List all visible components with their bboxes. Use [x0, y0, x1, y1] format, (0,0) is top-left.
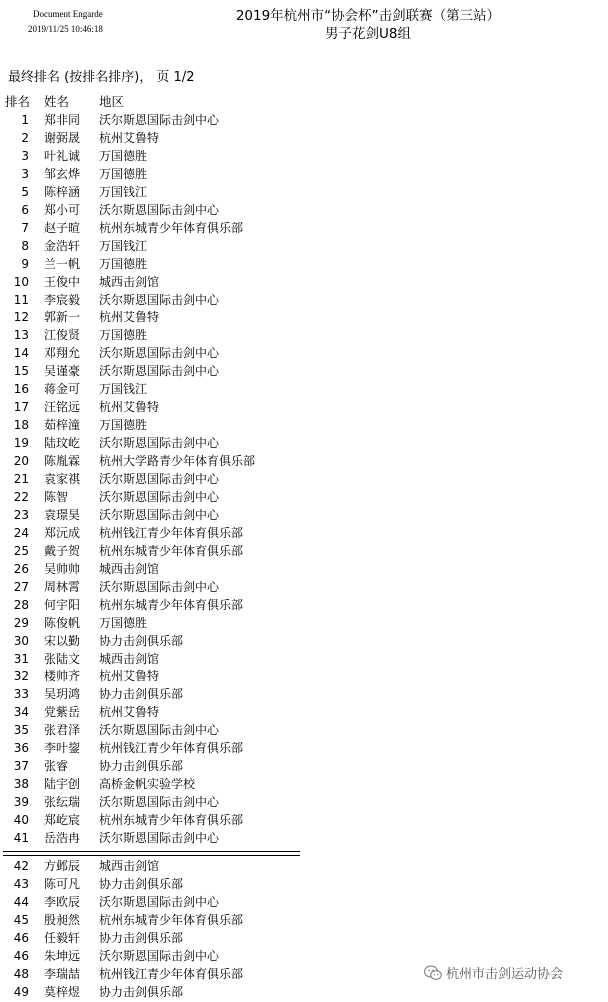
region-cell: 杭州艾鲁特	[99, 310, 160, 325]
table-row	[0, 875, 608, 893]
region-cell: 杭州钱江青少年体育俱乐部	[99, 525, 244, 540]
name-cell: 戴子贺	[44, 543, 81, 558]
region-cell: 沃尔斯恩国际击剑中心	[99, 723, 220, 738]
region-cell: 沃尔斯恩国际击剑中心	[99, 949, 220, 963]
name-cell: 宋以勤	[44, 633, 81, 648]
region-cell: 沃尔斯恩国际击剑中心	[99, 436, 220, 451]
table-divider	[3, 851, 300, 852]
region-cell: 万国钱江	[99, 184, 148, 199]
name-cell: 陆玟屹	[44, 436, 81, 451]
table-divider	[3, 855, 300, 856]
name-cell: 金浩轩	[44, 238, 81, 253]
rank-cell: 25	[13, 543, 29, 558]
watermark-text: 杭州市击剑运动协会	[446, 967, 564, 982]
name-cell: 周林霄	[44, 579, 81, 594]
region-cell: 万国德胜	[99, 615, 148, 630]
region-cell: 杭州东城青少年体育俱乐部	[99, 913, 244, 927]
rank-cell: 5	[21, 184, 29, 199]
rank-cell: 37	[13, 759, 29, 774]
region-cell: 城西击剑馆	[99, 859, 160, 873]
name-cell: 张君泽	[44, 723, 81, 738]
table-row	[0, 739, 608, 757]
rank-cell: 8	[21, 238, 29, 253]
name-cell: 兰一帆	[44, 256, 81, 271]
name-cell: 莫梓煜	[44, 985, 81, 999]
rank-cell: 3	[21, 148, 29, 163]
name-cell: 张陆文	[44, 651, 81, 666]
rank-cell: 46	[13, 931, 29, 945]
region-cell: 杭州东城青少年体育俱乐部	[99, 597, 244, 612]
rank-cell: 48	[13, 967, 29, 981]
name-cell: 谢弼晟	[44, 130, 81, 145]
rank-cell: 44	[13, 895, 29, 909]
region-cell: 城西击剑馆	[99, 561, 160, 576]
table-row	[0, 829, 608, 847]
wechat-icon	[424, 965, 442, 981]
table-row	[0, 614, 608, 632]
rank-cell: 38	[13, 777, 29, 792]
rank-cell: 24	[13, 525, 29, 540]
rank-cell: 12	[13, 310, 29, 325]
region-cell: 万国德胜	[99, 418, 148, 433]
table-row	[0, 326, 608, 344]
table-row	[0, 452, 608, 470]
category-title: 男子花剑U8组	[325, 26, 411, 42]
region-cell: 沃尔斯恩国际击剑中心	[99, 113, 220, 127]
name-cell: 朱坤远	[44, 949, 81, 963]
rank-cell: 9	[21, 256, 29, 271]
rank-cell: 45	[13, 913, 29, 927]
name-cell: 李瑞喆	[44, 967, 81, 981]
name-cell: 党紫岳	[44, 705, 81, 720]
table-row	[0, 255, 608, 273]
column-header-region: 地区	[99, 94, 125, 109]
table-row	[0, 398, 608, 416]
table-row	[0, 416, 608, 434]
region-cell: 杭州大学路青少年体育俱乐部	[99, 454, 256, 469]
section-title: 最终排名 (按排名排序)， 页 1/2	[8, 70, 195, 85]
region-cell: 沃尔斯恩国际击剑中心	[99, 795, 220, 810]
table-row	[0, 893, 608, 911]
name-cell: 张纭瑞	[44, 795, 81, 810]
region-cell: 沃尔斯恩国际击剑中心	[99, 472, 220, 486]
table-row	[0, 147, 608, 165]
name-cell: 蒋金可	[44, 382, 81, 397]
region-cell: 万国钱江	[99, 238, 148, 253]
table-row	[0, 703, 608, 721]
rank-cell: 40	[13, 813, 29, 828]
rank-cell: 16	[13, 382, 29, 397]
table-row	[0, 757, 608, 775]
name-cell: 吴谨豪	[44, 364, 81, 379]
table-row	[0, 811, 608, 829]
table-row	[0, 596, 608, 614]
region-cell: 杭州东城青少年体育俱乐部	[99, 813, 244, 828]
table-row	[0, 911, 608, 929]
name-cell: 任毅轩	[44, 931, 81, 945]
region-cell: 沃尔斯恩国际击剑中心	[99, 346, 220, 361]
rank-cell: 29	[13, 615, 29, 630]
region-cell: 沃尔斯恩国际击剑中心	[99, 507, 220, 522]
region-cell: 城西击剑馆	[99, 274, 160, 289]
rank-cell: 49	[13, 985, 29, 999]
region-cell: 沃尔斯恩国际击剑中心	[99, 489, 220, 504]
rank-cell: 1	[21, 113, 29, 127]
name-cell: 邓翔允	[44, 346, 81, 361]
table-row	[0, 929, 608, 947]
table-row	[0, 983, 608, 1001]
table-row	[0, 488, 608, 506]
table-row	[0, 542, 608, 560]
region-cell: 协力击剑俱乐部	[99, 985, 184, 999]
name-cell: 陆宇创	[44, 777, 81, 792]
name-cell: 叶礼诚	[44, 148, 81, 163]
region-cell: 杭州东城青少年体育俱乐部	[99, 220, 244, 235]
name-cell: 袁璟昊	[44, 507, 81, 522]
region-cell: 协力击剑俱乐部	[99, 931, 184, 945]
table-row	[0, 237, 608, 255]
region-cell: 城西击剑馆	[99, 651, 160, 666]
rank-cell: 17	[13, 400, 29, 415]
region-cell: 杭州艾鲁特	[99, 130, 160, 145]
name-cell: 张睿	[44, 759, 69, 774]
name-cell: 茹梓潼	[44, 418, 81, 433]
name-cell: 陈胤霖	[44, 454, 81, 469]
rank-cell: 20	[13, 454, 29, 469]
name-cell: 楼帅齐	[44, 669, 81, 684]
region-cell: 协力击剑俱乐部	[99, 633, 184, 648]
table-row	[0, 111, 608, 129]
rank-cell: 31	[13, 651, 29, 666]
name-cell: 袁家祺	[44, 472, 81, 486]
table-row	[0, 219, 608, 237]
rank-cell: 19	[13, 436, 29, 451]
name-cell: 吴玥鸿	[44, 687, 81, 702]
name-cell: 殷昶然	[44, 913, 81, 927]
name-cell: 李宸毅	[44, 292, 81, 307]
rank-cell: 26	[13, 561, 29, 576]
rank-cell: 2	[21, 130, 29, 145]
region-cell: 万国德胜	[99, 256, 148, 271]
watermark	[424, 963, 563, 982]
table-row	[0, 721, 608, 739]
name-cell: 陈梓涵	[44, 184, 81, 199]
table-row	[0, 667, 608, 685]
name-cell: 郑小可	[44, 202, 81, 217]
rank-cell: 46	[13, 949, 29, 963]
table-row	[0, 857, 608, 875]
name-cell: 江俊贤	[44, 328, 81, 343]
name-cell: 郑屹宸	[44, 813, 81, 828]
rank-cell: 7	[21, 220, 29, 235]
table-row	[0, 380, 608, 398]
name-cell: 郑沅成	[44, 525, 81, 540]
column-header-rank: 排名	[5, 94, 31, 109]
rank-cell: 15	[13, 364, 29, 379]
region-cell: 万国德胜	[99, 166, 148, 181]
table-row	[0, 362, 608, 380]
region-cell: 沃尔斯恩国际击剑中心	[99, 202, 220, 217]
name-cell: 陈俊帆	[44, 615, 81, 630]
name-cell: 何宇阳	[44, 597, 81, 612]
rank-cell: 32	[13, 669, 29, 684]
software-name: Document Engarde	[33, 9, 103, 19]
table-row	[0, 685, 608, 703]
name-cell: 吴帅帅	[44, 561, 81, 576]
region-cell: 万国钱江	[99, 382, 148, 397]
rank-cell: 30	[13, 633, 29, 648]
rank-cell: 33	[13, 687, 29, 702]
region-cell: 协力击剑俱乐部	[99, 687, 184, 702]
table-row	[0, 470, 608, 488]
rank-cell: 11	[13, 292, 29, 307]
name-cell: 郑非同	[44, 113, 81, 127]
name-cell: 王俊中	[44, 274, 81, 289]
event-title: 2019年杭州市“协会杯”击剑联赛（第三站）	[235, 8, 501, 24]
rank-cell: 22	[13, 489, 29, 504]
name-cell: 岳浩冉	[44, 831, 81, 845]
rank-cell: 6	[21, 202, 29, 217]
rank-cell: 3	[21, 166, 29, 181]
column-header-name: 姓名	[44, 94, 70, 109]
region-cell: 杭州艾鲁特	[99, 400, 160, 415]
table-row	[0, 434, 608, 452]
name-cell: 方邺辰	[44, 859, 81, 873]
rank-cell: 27	[13, 579, 29, 594]
rank-cell: 35	[13, 723, 29, 738]
region-cell: 杭州艾鲁特	[99, 669, 160, 684]
rank-cell: 18	[13, 418, 29, 433]
name-cell: 郭新一	[44, 310, 81, 325]
name-cell: 邹玄烨	[44, 166, 81, 181]
table-row	[0, 308, 608, 326]
rank-cell: 23	[13, 507, 29, 522]
table-row	[0, 560, 608, 578]
rank-cell: 21	[13, 472, 29, 486]
name-cell: 李叶鋆	[44, 741, 81, 756]
table-row	[0, 524, 608, 542]
region-cell: 沃尔斯恩国际击剑中心	[99, 364, 220, 379]
table-row	[0, 775, 608, 793]
table-row	[0, 165, 608, 183]
table-row	[0, 129, 608, 147]
rank-cell: 39	[13, 795, 29, 810]
table-row	[0, 201, 608, 219]
table-row	[0, 632, 608, 650]
rank-cell: 28	[13, 597, 29, 612]
region-cell: 杭州钱江青少年体育俱乐部	[99, 741, 244, 756]
region-cell: 沃尔斯恩国际击剑中心	[99, 831, 220, 845]
name-cell: 赵子暄	[44, 220, 81, 235]
name-cell: 李欧辰	[44, 895, 81, 909]
table-row	[0, 344, 608, 362]
region-cell: 杭州东城青少年体育俱乐部	[99, 543, 244, 558]
region-cell: 万国德胜	[99, 148, 148, 163]
region-cell: 沃尔斯恩国际击剑中心	[99, 579, 220, 594]
rank-cell: 10	[13, 274, 29, 289]
table-row	[0, 650, 608, 668]
table-row	[0, 273, 608, 291]
rank-cell: 36	[13, 741, 29, 756]
rank-cell: 13	[13, 328, 29, 343]
region-cell: 杭州钱江青少年体育俱乐部	[99, 967, 244, 981]
table-row	[0, 506, 608, 524]
table-row	[0, 578, 608, 596]
table-row	[0, 183, 608, 201]
region-cell: 协力击剑俱乐部	[99, 877, 184, 891]
name-cell: 陈可凡	[44, 877, 81, 891]
region-cell: 杭州艾鲁特	[99, 705, 160, 720]
rank-cell: 41	[13, 831, 29, 845]
print-datetime: 2019/11/25 10:46:18	[28, 24, 103, 34]
rank-cell: 14	[13, 346, 29, 361]
rank-cell: 34	[13, 705, 29, 720]
region-cell: 沃尔斯恩国际击剑中心	[99, 895, 220, 909]
region-cell: 万国德胜	[99, 328, 148, 343]
name-cell: 汪铭远	[44, 400, 81, 415]
region-cell: 高桥金帆实验学校	[99, 777, 196, 792]
table-row	[0, 291, 608, 309]
table-row	[0, 793, 608, 811]
name-cell: 陈智	[44, 489, 69, 504]
region-cell: 协力击剑俱乐部	[99, 759, 184, 774]
rank-cell: 42	[13, 859, 29, 873]
rank-cell: 43	[13, 877, 29, 891]
region-cell: 沃尔斯恩国际击剑中心	[99, 292, 220, 307]
